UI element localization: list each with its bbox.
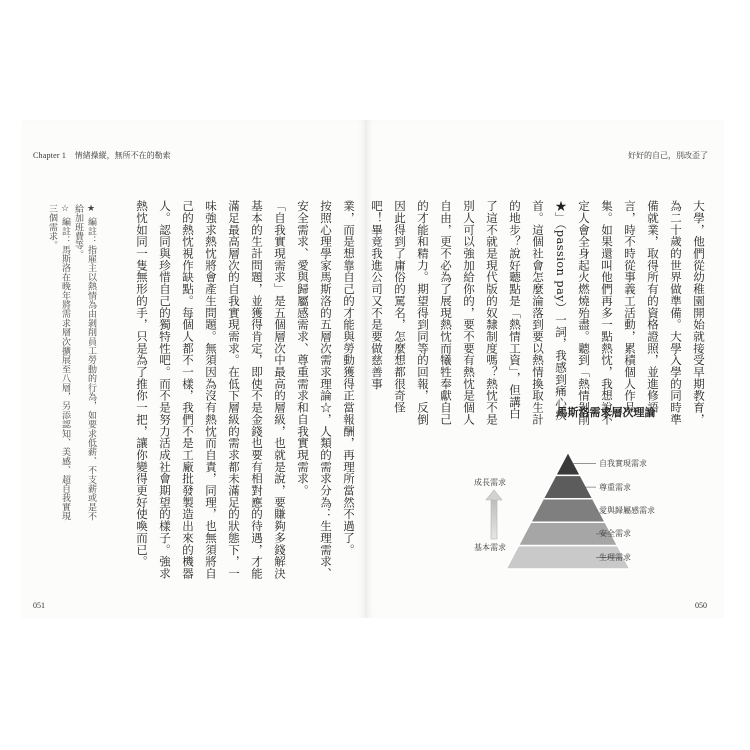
page-number-left: 051 <box>33 601 45 610</box>
growth-arrow-icon <box>486 490 502 539</box>
paragraph: 「自我實現需求」是五個層次中最高的層級，也就是說，要賺夠多錢解決基本的生計問題，並獲得肯定，即使不是金錢也要有相對應的待遇，才能滿足最高層次的自我實現需求。在低下層級的需求都未滿足的狀態下，一味強求熱忱將會產生問題。無須因為沒有熱忱而自責，同理，也無須將自己的熱忱視作缺點。每個人都不一樣，我們不是工廠批發製造出來的機器人。認同與珍惜自己的獨特性吧。而不是努力活成社會期望的樣子。強求熱忱如同一隻無形的手，只是為了推你一把，讓你變得更好使喚而已。 <box>135 200 287 580</box>
page-number-right: 050 <box>695 601 707 610</box>
paragraph: 業，而是想靠自己的才能與勞動獲得正當報酬，再理所當然不過了。 <box>342 200 356 556</box>
chapter-label: Chapter 1 <box>33 151 67 160</box>
pyramid-level-label: 尊重需求 <box>599 482 631 492</box>
chapter-title: 情緒操縱，無所不在的勒索 <box>74 151 171 160</box>
maslow-pyramid-figure <box>456 404 686 584</box>
pyramid-level-label: 自我實現需求 <box>599 459 647 469</box>
paragraph: 大學，他們從幼稚園開始就接受早期教育，為二十歲的世界做準備。大學入學的同時準備就業，取得所有的資格證照，並進修語言，時不時從事義工活動，累積個人作品集。如果還叫他們再多一點熱忱，我想說不定人會全身起火燃燒殆盡。聽到「熱情剝削★」（passion pay）一詞，我感到痛心疾首。這個社會怎麼淪落到要以熱情換取生計的地步？說好聽點是「熱情工資」，但講白了這不就是現代版的奴隸制度嗎？熱忱不是別人可以強加給你的，要不要有熱忱是個人自由，更不必為了展現熱忱而犧牲奉獻自己的才能和精力。期望得到同等的回報，反倒因此得到了庸俗的罵名，怎麼想都很奇怪吧！畢竟我進公司又不是要做慈善事 <box>370 200 706 426</box>
axis-label-basic: 基本需求 <box>474 543 506 552</box>
pyramid-level-label: 安全需求 <box>599 529 631 539</box>
left-page-body <box>130 200 360 590</box>
pyramid-diagram <box>456 404 686 584</box>
axis-label-growth: 成長需求 <box>474 478 506 487</box>
paragraph: 按照心理學家馬斯洛的五層次需求理論☆，人類的需求分為：生理需求、安全需求、愛與歸屬感需求、尊重需求和自我實現需求。 <box>296 200 333 580</box>
running-head-left <box>33 150 171 161</box>
pyramid-level <box>531 499 605 522</box>
figure-title: 馬斯洛需求層次理論 <box>556 406 656 419</box>
book-title: 好好的自己，別改歪了 <box>628 151 708 160</box>
right-page-body <box>365 200 710 430</box>
footnote: ☆ 編註：馬斯洛在晚年將需求層次擴展至八層，另添認知、美感、超自我實現三個需求。 <box>47 204 70 521</box>
pyramid-level-label: 生理需求 <box>599 552 631 562</box>
editor-notes <box>45 204 97 524</box>
running-head-right <box>628 150 708 161</box>
footnote: ★ 編註：指雇主以熱情為由剝削員工勞動的行為，如要求低薪、不支薪或是不給加班費等。 <box>73 204 96 521</box>
pyramid-level-label: 愛與歸屬感需求 <box>599 506 655 515</box>
